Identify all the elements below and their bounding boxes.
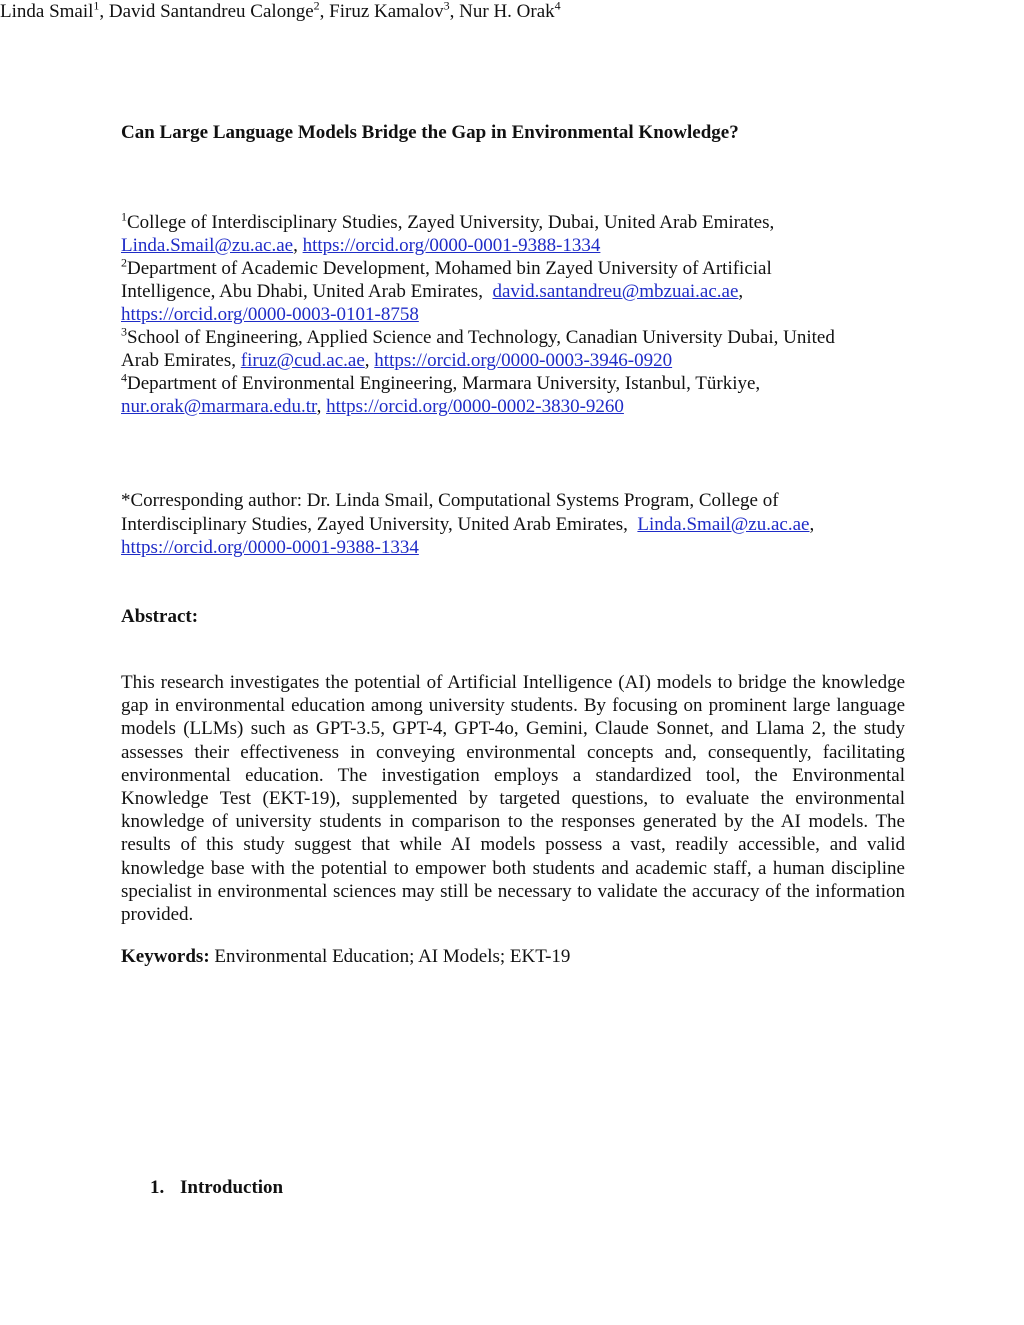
- email-link[interactable]: david.santandreu@mbzuai.ac.ae: [492, 281, 739, 302]
- separator: ,: [364, 350, 375, 371]
- corresponding-text: Interdisciplinary Studies, Zayed University, United Arab Emirates,: [121, 513, 633, 535]
- email-link[interactable]: nur.orak@marmara.edu.tr: [121, 396, 317, 417]
- keywords-text: Environmental Education; AI Models; EKT-19: [209, 946, 571, 967]
- section-number: 1.: [150, 1177, 165, 1198]
- abstract-heading: Abstract:: [121, 606, 199, 627]
- affiliation-3: [121, 326, 905, 372]
- affiliation-text: Department of Academic Development, Mohamed bin Zayed University of Artificial: [127, 258, 772, 279]
- corresponding-author: [121, 489, 905, 560]
- keywords: [121, 945, 905, 969]
- author-affiliation-marker: 4: [554, 0, 561, 13]
- affiliation-text: School of Engineering, Applied Science and Technology, Canadian University Dubai, United: [127, 327, 835, 348]
- affiliation-4: [121, 372, 905, 418]
- affiliation-marker: 1: [121, 209, 127, 224]
- author-name: Linda Smail: [0, 1, 94, 22]
- email-link[interactable]: Linda.Smail@zu.ac.ae: [121, 235, 294, 256]
- author-separator: ,: [99, 1, 109, 22]
- author-name: Firuz Kamalov: [329, 1, 444, 22]
- affiliation-marker: 2: [121, 255, 127, 270]
- affiliation-2: [121, 257, 905, 326]
- affiliation-text: Department of Environmental Engineering, Marmara University, Istanbul, Türkiye,: [127, 373, 761, 394]
- abstract-body: This research investigates the potential of Artificial Intelligence (AI) models to bridge the knowledge gap in environmental education among university students. By focusing on prominent large language models (LLMs) such as GPT-3.5, GPT-4, GPT-4o, Gemini, Claude Sonnet, and Llama 2, the study assesses their effectiveness in conveying environmental concepts and, consequently, facilitating environmental education. The investigation employs a standardized tool, the Environmental Knowledge Test (EKT-19), supplemented by targeted questions, to evaluate the environmental knowledge of university students in comparison to the responses generated by the AI models. The results of this study suggest that while AI models possess a vast, readily accessible, and valid knowledge base with the potential to empower both students and academic staff, a human discipline specialist in environmental sciences may still be necessary to validate the accuracy of the information provided.: [121, 672, 905, 926]
- orcid-link[interactable]: https://orcid.org/0000-0001-9388-1334: [302, 235, 601, 256]
- separator: ,: [738, 281, 744, 302]
- affiliations: [121, 211, 905, 418]
- author-affiliation-marker: 2: [313, 0, 320, 13]
- section-title: Introduction: [180, 1177, 284, 1198]
- corresponding-line-3: [121, 536, 905, 560]
- author-list: [0, 0, 700, 24]
- keywords-label: Keywords:: [121, 946, 210, 967]
- affiliation-1: [121, 211, 905, 257]
- affiliation-marker: 3: [121, 324, 127, 339]
- author-separator: ,: [319, 1, 330, 22]
- affiliation-text: Intelligence, Abu Dhabi, United Arab Emirates,: [121, 281, 488, 302]
- orcid-link[interactable]: https://orcid.org/0000-0003-0101-8758: [121, 304, 419, 325]
- author-affiliation-marker: 3: [443, 0, 450, 13]
- author-separator: ,: [449, 1, 460, 22]
- author-affiliation-marker: 1: [93, 0, 100, 13]
- affiliation-marker: 4: [121, 370, 127, 385]
- corresponding-line: *Corresponding author: Dr. Linda Smail, Computational Systems Program, College of: [121, 490, 779, 511]
- separator: ,: [293, 235, 303, 256]
- corresponding-line-2: [121, 513, 905, 537]
- author-name: David Santandreu Calonge: [108, 1, 314, 22]
- separator: ,: [316, 396, 327, 417]
- orcid-link[interactable]: https://orcid.org/0000-0001-9388-1334: [121, 537, 419, 558]
- author-name: Nur H. Orak: [459, 1, 555, 22]
- separator: ,: [809, 513, 815, 535]
- affiliation-text: College of Interdisciplinary Studies, Zayed University, Dubai, United Arab Emirates,: [127, 212, 775, 233]
- orcid-link[interactable]: https://orcid.org/0000-0003-3946-0920: [374, 350, 673, 371]
- affiliation-text: Arab Emirates,: [121, 350, 241, 371]
- paper-title: Can Large Language Models Bridge the Gap in Environmental Knowledge?: [121, 122, 739, 143]
- orcid-link[interactable]: https://orcid.org/0000-0002-3830-9260: [326, 396, 624, 417]
- email-link[interactable]: Linda.Smail@zu.ac.ae: [637, 513, 810, 535]
- section-heading-introduction: [150, 1176, 934, 1200]
- email-link[interactable]: firuz@cud.ac.ae: [240, 350, 365, 371]
